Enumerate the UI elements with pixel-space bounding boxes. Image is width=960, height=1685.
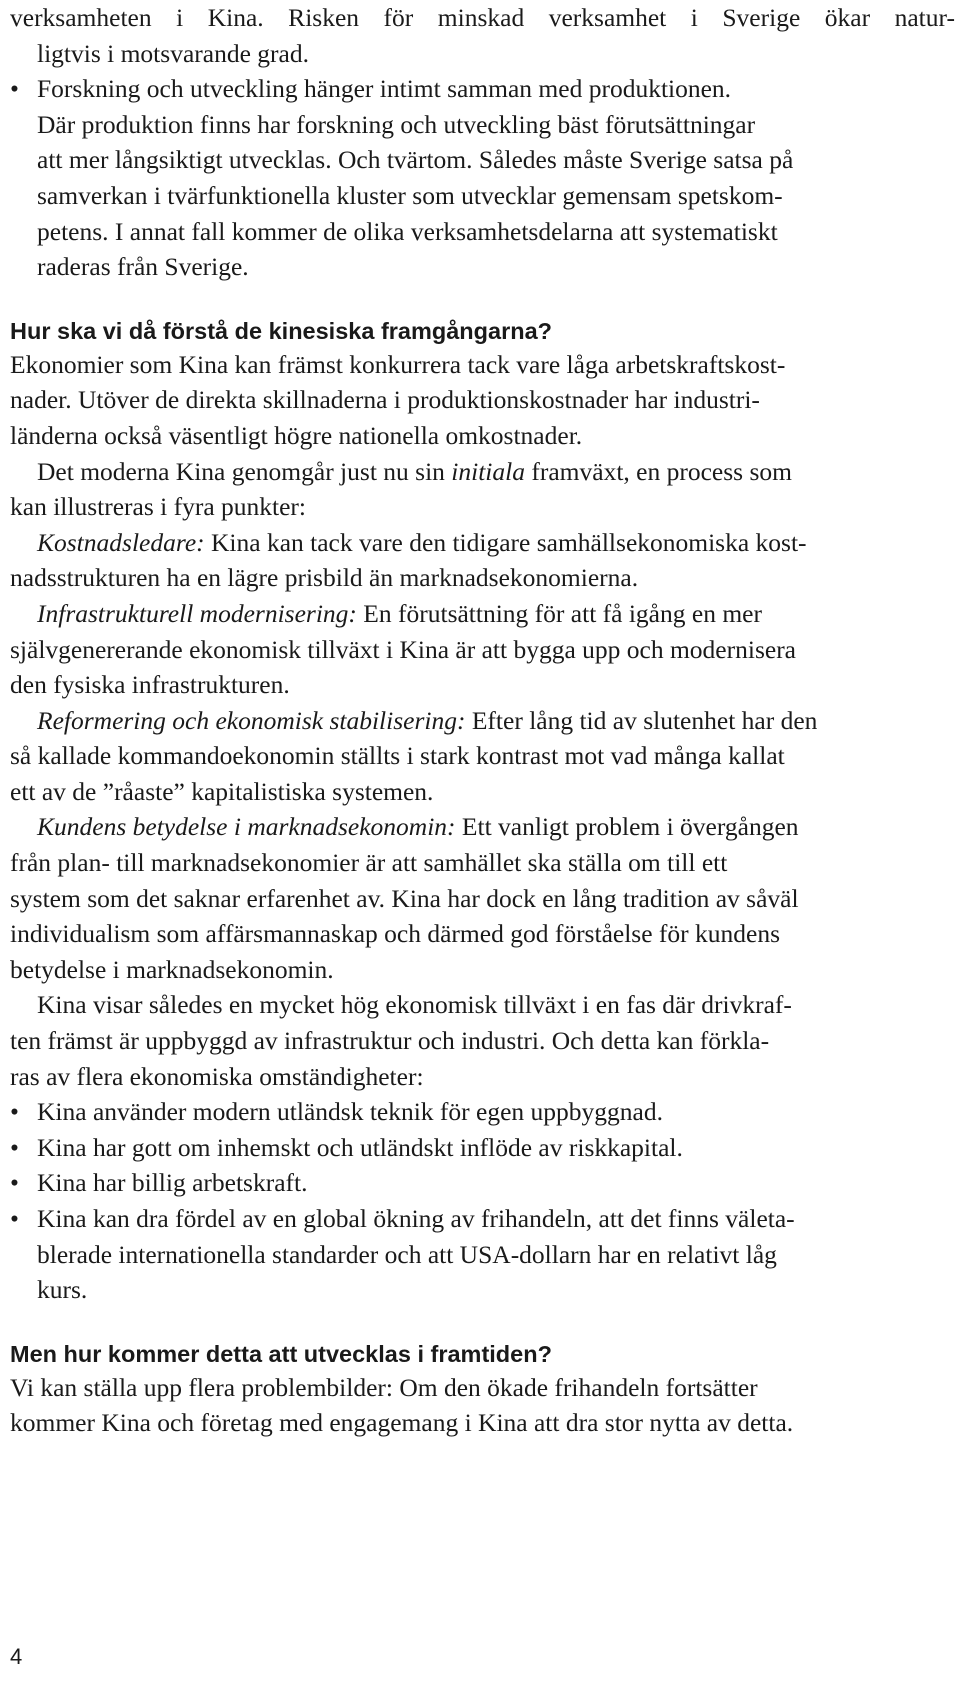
text-span: Det moderna Kina genomgår just nu sin: [37, 456, 452, 486]
bullet-item: [10, 71, 955, 285]
text-line: betydelse i marknadsekonomin.: [10, 954, 334, 984]
paragraph-continuation: [10, 0, 955, 71]
text-line: kommer Kina och företag med engagemang i Kina att dra stor nytta av detta.: [10, 1408, 794, 1438]
document-page: [10, 0, 955, 1441]
bullet-icon: •: [10, 74, 19, 104]
text-span: Ett vanligt problem i övergången: [455, 812, 799, 842]
bullet-icon: •: [10, 1097, 19, 1127]
text-line: Ekonomier som Kina kan främst konkurrera tack vare låga arbetskraftskost-: [10, 349, 786, 379]
text-line: så kallade kommandoekonomin ställts i stark kontrast mot vad många kallat: [10, 741, 785, 771]
text-line: Där produktion finns har forskning och utveckling bäst förutsättningar: [37, 109, 756, 139]
text-line: system som det saknar erfarenhet av. Kina har dock en lång tradition av såväl: [10, 883, 799, 913]
section-heading: Hur ska vi då förstå de kinesiska framgångarna?: [10, 317, 553, 344]
text-line: individualism som affärsmannaskap och därmed god förståelse för kundens: [10, 919, 781, 949]
italic-term: Kundens betydelse i marknadsekonomin:: [37, 812, 456, 842]
point-paragraph: [10, 596, 955, 703]
text-line: Vi kan ställa upp flera problembilder: Om den ökade frihandeln fortsätter: [10, 1372, 758, 1402]
paragraph: [10, 454, 955, 525]
bullet-item: [10, 1201, 955, 1308]
text-line: ligtvis i motsvarande grad.: [37, 38, 309, 68]
text-line: [10, 525, 955, 561]
bullet-icon: •: [10, 1168, 19, 1198]
text-line: nadsstrukturen ha en lägre prisbild än marknadsekonomierna.: [10, 563, 639, 593]
text-line: raderas från Sverige.: [37, 252, 249, 282]
text-span: Efter lång tid av slutenhet har den: [465, 705, 818, 735]
italic-term: Reformering och ekonomisk stabilisering:: [37, 705, 466, 735]
text-line: [10, 454, 955, 490]
section-heading: Men hur kommer detta att utvecklas i framtiden?: [10, 1340, 552, 1367]
paragraph: [10, 1370, 955, 1441]
point-paragraph: [10, 703, 955, 810]
text-line: ten främst är uppbyggd av infrastruktur och industri. Och detta kan förkla-: [10, 1026, 770, 1056]
text-line: kan illustreras i fyra punkter:: [10, 492, 306, 522]
text-line: Kina visar således en mycket hög ekonomisk tillväxt i en fas där drivkraf-: [37, 990, 792, 1020]
text-line: länderna också väsentligt högre nationella omkostnader.: [10, 420, 583, 450]
paragraph: [10, 347, 955, 454]
text-line: nader. Utöver de direkta skillnaderna i produktionskostnader har industri-: [10, 385, 760, 415]
text-line: från plan- till marknadsekonomier är att samhället ska ställa om till ett: [10, 848, 728, 878]
text-line: att mer långsiktigt utvecklas. Och tvärtom. Således måste Sverige satsa på: [37, 145, 794, 175]
text-line: ras av flera ekonomiska omständigheter:: [10, 1061, 424, 1091]
text-line: Kina har gott om inhemskt och utländskt inflöde av riskkapital.: [37, 1132, 683, 1162]
text-line: Kina använder modern utländsk teknik för egen uppbyggnad.: [37, 1097, 663, 1127]
italic-term: Infrastrukturell modernisering:: [37, 598, 357, 628]
italic-term: initiala: [451, 456, 525, 486]
bullet-item: [10, 1130, 955, 1166]
text-line: den fysiska infrastrukturen.: [10, 670, 290, 700]
page-number: 4: [10, 1644, 23, 1669]
text-line: [10, 809, 955, 845]
text-line: Forskning och utveckling hänger intimt samman med produktionen.: [37, 74, 732, 104]
text-line: Kina kan dra fördel av en global ökning av frihandeln, att det finns väleta-: [37, 1204, 795, 1233]
text-line: kurs.: [37, 1275, 88, 1305]
text-line: verksamheten i Kina. Risken för minskad verksamhet i Sverige ökar natur-: [10, 3, 955, 32]
text-line: självgenererande ekonomisk tillväxt i Kina är att bygga upp och modernisera: [10, 634, 797, 664]
text-line: [10, 596, 955, 632]
text-line: Kina har billig arbetskraft.: [37, 1168, 308, 1198]
text-line: ett av de ”råaste” kapitalistiska systemen.: [10, 776, 434, 806]
text-span: En förutsättning för att få igång en mer: [356, 598, 762, 628]
bullet-list: [10, 1094, 955, 1308]
text-line: samverkan i tvärfunktionella kluster som utvecklar gemensam spetskom-: [37, 180, 783, 210]
bullet-icon: •: [10, 1204, 19, 1233]
point-paragraph: [10, 525, 955, 596]
text-line: blerade internationella standarder och att USA-dollarn har en relativt låg: [37, 1239, 777, 1269]
text-span: Kina kan tack vare den tidigare samhällsekonomiska kost-: [204, 527, 807, 557]
point-paragraph: [10, 809, 955, 987]
bullet-item: [10, 1094, 955, 1130]
bullet-icon: •: [10, 1132, 19, 1162]
italic-term: Kostnadsledare:: [37, 527, 205, 557]
paragraph: [10, 987, 955, 1094]
text-line: petens. I annat fall kommer de olika verksamhetsdelarna att systematiskt: [37, 216, 778, 246]
text-span: framväxt, en process som: [524, 456, 792, 486]
bullet-item: [10, 1165, 955, 1201]
text-line: [10, 703, 955, 739]
